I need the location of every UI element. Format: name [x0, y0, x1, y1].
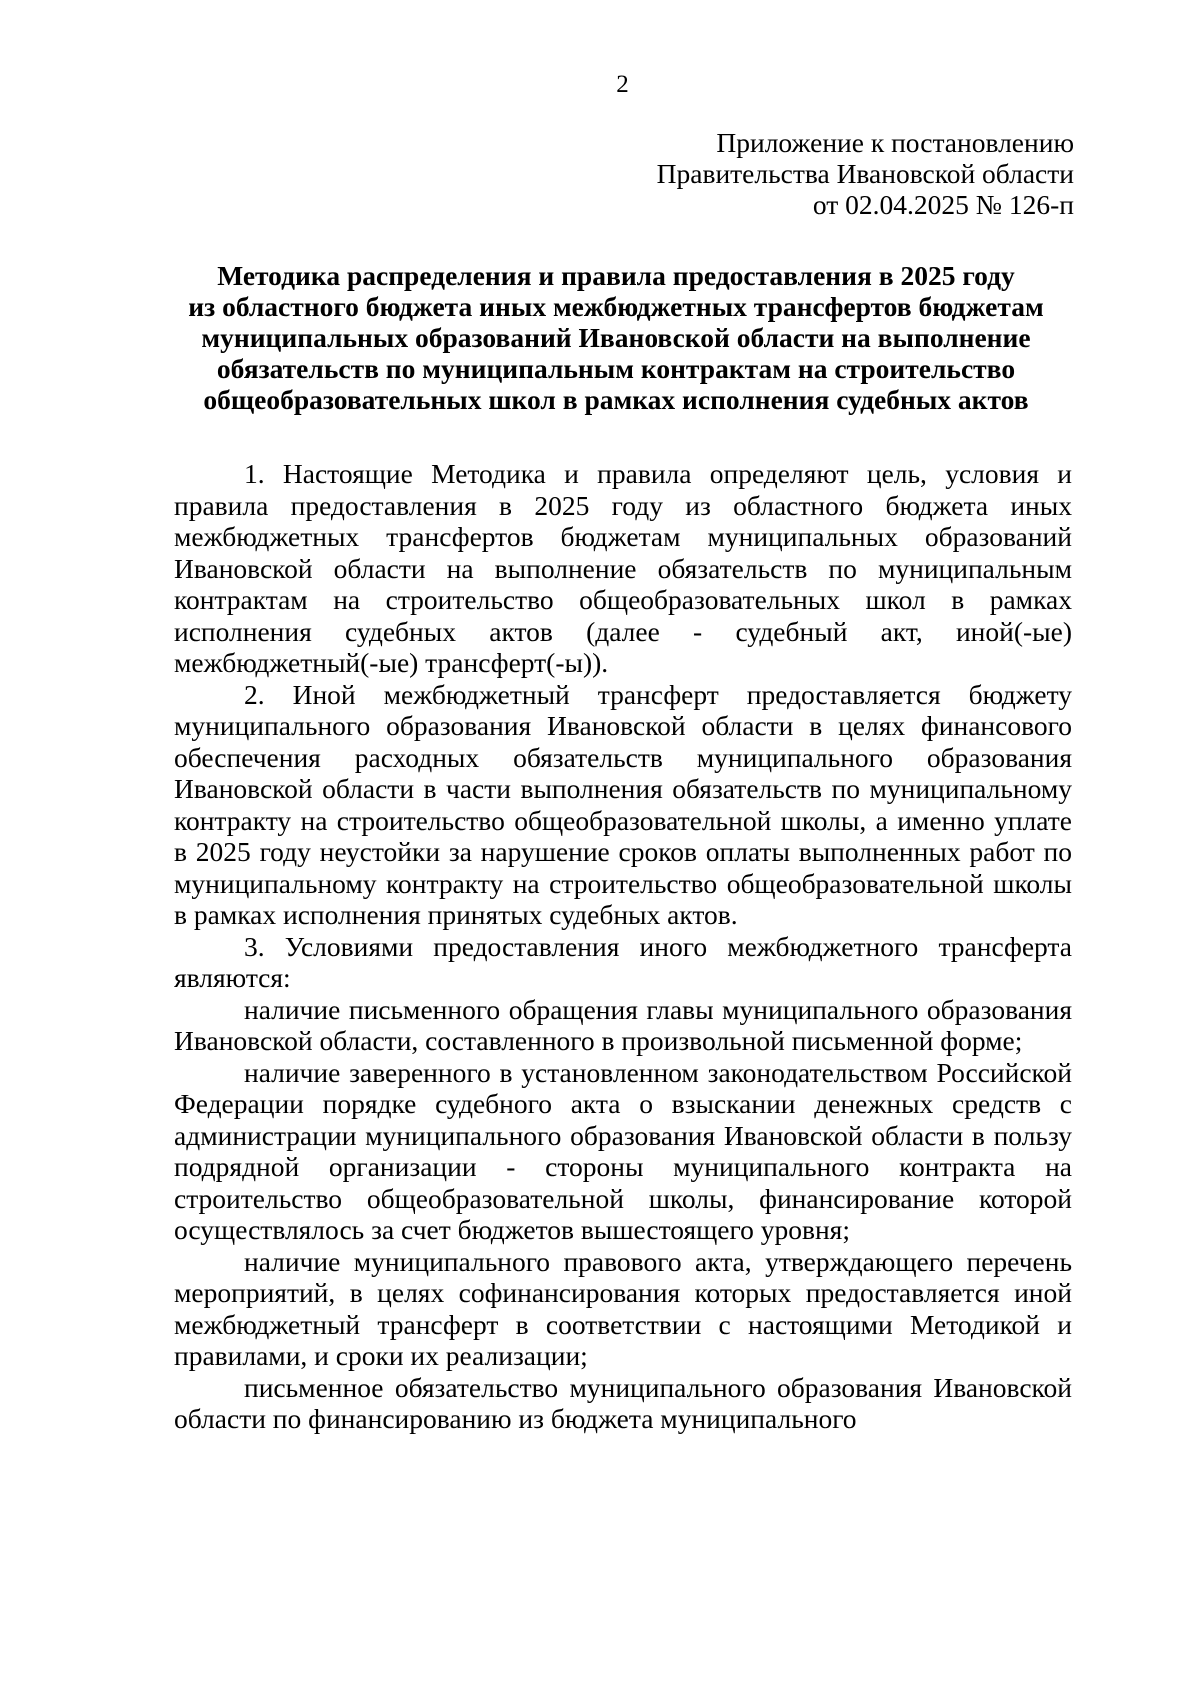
document-body	[174, 458, 1072, 1435]
condition-item: наличие муниципального правового акта, утверждающего перечень мероприятий, в целях софинансирования которых предоставляется иной межбюджетный трансферт в соответствии с настоящими Методикой и правилами, и сроки их реализации;	[174, 1245, 1072, 1371]
document-title	[160, 260, 1072, 415]
title-line: муниципальных образований Ивановской области на выполнение	[201, 322, 1031, 353]
paragraph-1: 1. Настоящие Методика и правила определяют цель, условия и правила предоставления в 2025 году из областного бюджета иных межбюджетных трансфертов бюджетам муниципальных образований Ивановской области на выполнение обязательств по муниципальным контрактам на строительство общеобразовательных школ в рамках исполнения судебных актов (далее - судебный акт, иной(-ые) межбюджетный(-ые) трансферт(-ы)).	[174, 458, 1072, 678]
appendix-header	[657, 127, 1074, 220]
title-line: общеобразовательных школ в рамках исполнения судебных актов	[203, 384, 1029, 415]
title-line: из областного бюджета иных межбюджетных трансфертов бюджетам	[188, 291, 1044, 322]
appendix-line: Правительства Ивановской области	[656, 158, 1074, 189]
title-line: обязательств по муниципальным контрактам на строительство	[216, 353, 1016, 384]
paragraph-2: 2. Иной межбюджетный трансферт предоставляется бюджету муниципального образования Ивановской области в целях финансового обеспечения расходных обязательств муниципального образования Ивановской области в части выполнения обязательств по муниципальному контракту на строительство общеобразовательной школы, а именно уплате в 2025 году неустойки за нарушение сроков оплаты выполненных работ по муниципальному контракту на строительство общеобразовательной школы в рамках исполнения принятых судебных актов.	[174, 678, 1072, 930]
condition-item: наличие письменного обращения главы муниципального образования Ивановской области, составленного в произвольной письменной форме;	[174, 993, 1072, 1056]
condition-item: письменное обязательство муниципального образования Ивановской области по финансированию из бюджета муниципального	[174, 1371, 1072, 1434]
page-number: 2	[616, 71, 629, 98]
appendix-line: от 02.04.2025 № 126-п	[812, 189, 1074, 220]
condition-item: наличие заверенного в установленном законодательством Российской Федерации порядке судебного акта о взыскании денежных средств с администрации муниципального образования Ивановской области в пользу подрядной организации - стороны муниципального контракта на строительство общеобразовательной школы, финансирование которой осуществлялось за счет бюджетов вышестоящего уровня;	[174, 1056, 1072, 1245]
paragraph-3: 3. Условиями предоставления иного межбюджетного трансферта являются:	[174, 930, 1072, 993]
title-line: Методика распределения и правила предоставления в 2025 году	[217, 260, 1015, 291]
appendix-line: Приложение к постановлению	[716, 127, 1074, 158]
